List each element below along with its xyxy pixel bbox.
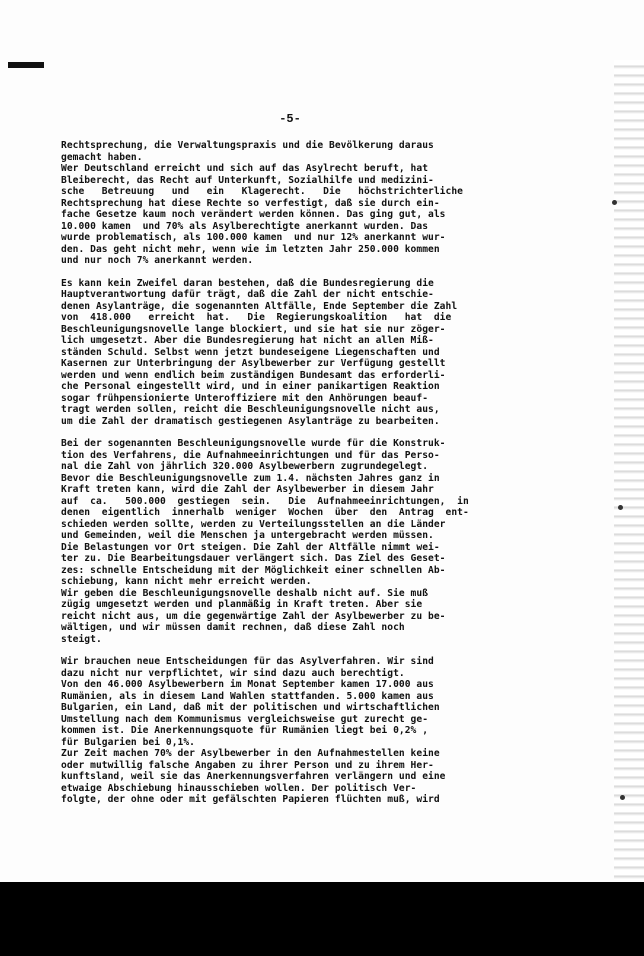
text-line: Bulgarien, ein Land, daß mit der politischen und wirtschaftlichen (61, 702, 440, 713)
text-line: für Bulgarien bei 0,1%. (61, 736, 195, 748)
text-line: Beschleunigungsnovelle lange blockiert, und sie hat sie nur zöger- (61, 323, 446, 335)
text-line: und Gemeinden, weil die Menschen ja untergebracht werden müssen. (61, 530, 434, 541)
text-line: kunftsland, weil sie das Anerkennungsverfahren verlängern und eine (61, 771, 446, 782)
text-line: sche Betreuung und ein Klagerecht. Die höchstrichterliche (61, 186, 463, 197)
text-line: denen eigentlich innerhalb weniger Wochen über den Antrag ent- (61, 507, 469, 518)
text-line: Hauptverantwortung dafür trägt, daß die Zahl der nicht entschie- (61, 289, 434, 300)
body-text (61, 140, 537, 806)
text-line: dazu nicht nur verpflichtet, wir sind dazu auch berechtigt. (61, 667, 405, 679)
paragraph-gap (61, 427, 537, 438)
text-line: gemacht haben. (61, 151, 143, 163)
text-line: ter zu. Die Bearbeitungsdauer verlängert sich. Das Ziel des Geset- (61, 553, 446, 564)
paragraph (61, 140, 537, 267)
text-line: Bei der sogenannten Beschleunigungsnovelle wurde für die Konstruk- (61, 438, 446, 449)
text-line: werden und wenn endlich beim zuständigen Bundesamt das erforderli- (61, 369, 446, 381)
paragraph (61, 656, 537, 806)
text-line: kommen ist. Die Anerkennungsquote für Rumänien liegt bei 0,2% , (61, 725, 429, 736)
text-line: Von den 46.000 Asylbewerbern im Monat September kamen 17.000 aus (61, 679, 434, 690)
text-line: Rechtsprechung hat diese Rechte so verfestigt, daß sie durch ein- (61, 197, 440, 209)
text-line: denen Asylanträge, die sogenannten Altfälle, Ende September die Zahl (61, 300, 458, 312)
text-line: Zur Zeit machen 70% der Asylbewerber in den Aufnahmestellen keine (61, 748, 440, 759)
text-line: Wer Deutschland erreicht und sich auf das Asylrecht beruft, hat (61, 163, 429, 174)
text-line: wurde problematisch, als 100.000 kamen und nur 12% anerkannt wur- (61, 232, 446, 243)
text-line: che Personal eingestellt wird, und in einer panikartigen Reaktion (61, 381, 440, 392)
scan-right-edge (614, 60, 644, 880)
text-line: oder mutwillig falsche Angaben zu ihrer Person und zu ihrem Her- (61, 759, 434, 771)
text-line: und nur noch 7% anerkannt werden. (61, 255, 254, 266)
paragraph (61, 438, 537, 645)
text-line: zes: schnelle Entscheidung mit der Möglichkeit einer schnellen Ab- (61, 564, 446, 576)
text-line: Wir brauchen neue Entscheidungen für das Asylverfahren. Wir sind (61, 656, 434, 667)
scan-bottom-border (0, 882, 644, 956)
scan-corner-mark (8, 62, 44, 68)
scan-speck (620, 795, 625, 800)
text-line: Umstellung nach dem Kommunismus vergleichsweise gut zurecht ge- (61, 713, 429, 725)
text-line: den. Das geht nicht mehr, wenn wie im letzten Jahr 250.000 kommen (61, 243, 440, 255)
text-line: ständen Schuld. Selbst wenn jetzt bundeseigene Liegenschaften und (61, 346, 440, 358)
text-line: reicht nicht aus, um die gegenwärtige Zahl der Asylbewerber zu be- (61, 610, 446, 622)
scan-speck (618, 505, 623, 510)
text-line: steigt. (61, 633, 102, 645)
text-line: Kraft treten kann, wird die Zahl der Asylbewerber in diesem Jahr (61, 484, 434, 495)
text-line: zügig umgesetzt werden und planmäßig in Kraft treten. Aber sie (61, 599, 423, 610)
text-line: Kasernen zur Unterbringung der Asylbewerber zur Verfügung gestellt (61, 358, 446, 369)
text-line: lich umgesetzt. Aber die Bundesregierung hat nicht an allen Miß- (61, 335, 434, 346)
text-line: fache Gesetze kaum noch verändert werden können. Das ging gut, als (61, 209, 446, 220)
text-line: Die Belastungen vor Ort steigen. Die Zahl der Altfälle nimmt wei- (61, 541, 440, 553)
text-line: Bleiberecht, das Recht auf Unterkunft, Sozialhilfe und medizini- (61, 174, 434, 186)
text-line: Wir geben die Beschleunigungsnovelle deshalb nicht auf. Sie muß (61, 587, 429, 599)
text-line: schieden werden sollte, werden zu Verteilungsstellen an die Länder (61, 518, 446, 530)
text-line: tion des Verfahrens, die Aufnahmeeinrichtungen und für das Perso- (61, 449, 440, 461)
text-line: auf ca. 500.000 gestiegen sein. Die Aufnahmeeinrichtungen, in (61, 495, 469, 507)
text-line: Rumänien, als in diesem Land Wahlen stattfanden. 5.000 kamen aus (61, 690, 434, 702)
scan-speck (612, 200, 617, 205)
text-line: sogar frühpensionierte Unteroffiziere mit den Anhörungen beauf- (61, 392, 429, 404)
text-line: von 418.000 erreicht hat. Die Regierungskoalition hat die (61, 312, 452, 323)
page-number: -5- (279, 112, 301, 126)
paragraph-gap (61, 267, 537, 278)
text-line: Rechtsprechung, die Verwaltungspraxis und die Bevölkerung daraus (61, 140, 434, 151)
text-line: tragt werden sollen, reicht die Beschleunigungsnovelle nicht aus, (61, 404, 440, 415)
text-line: folgte, der ohne oder mit gefälschten Papieren flüchten muß, wird (61, 794, 440, 805)
paragraph (61, 278, 537, 428)
text-line: Es kann kein Zweifel daran bestehen, daß die Bundesregierung die (61, 277, 434, 289)
text-line: nal die Zahl von jährlich 320.000 Asylbewerbern zugrundegelegt. (61, 461, 429, 472)
text-line: um die Zahl der dramatisch gestiegenen Asylanträge zu bearbeiten. (61, 415, 440, 427)
text-line: 10.000 kamen und 70% als Asylberechtigte anerkannt wurden. Das (61, 220, 429, 232)
text-line: etwaige Abschiebung hinausschieben wollen. Der politisch Ver- (61, 782, 417, 794)
text-line: Bevor die Beschleunigungsnovelle zum 1.4. nächsten Jahres ganz in (61, 472, 440, 484)
text-line: schiebung, kann nicht mehr erreicht werden. (61, 576, 312, 587)
paragraph-gap (61, 645, 537, 656)
text-line: wältigen, und wir müssen damit rechnen, daß diese Zahl noch (61, 622, 405, 633)
